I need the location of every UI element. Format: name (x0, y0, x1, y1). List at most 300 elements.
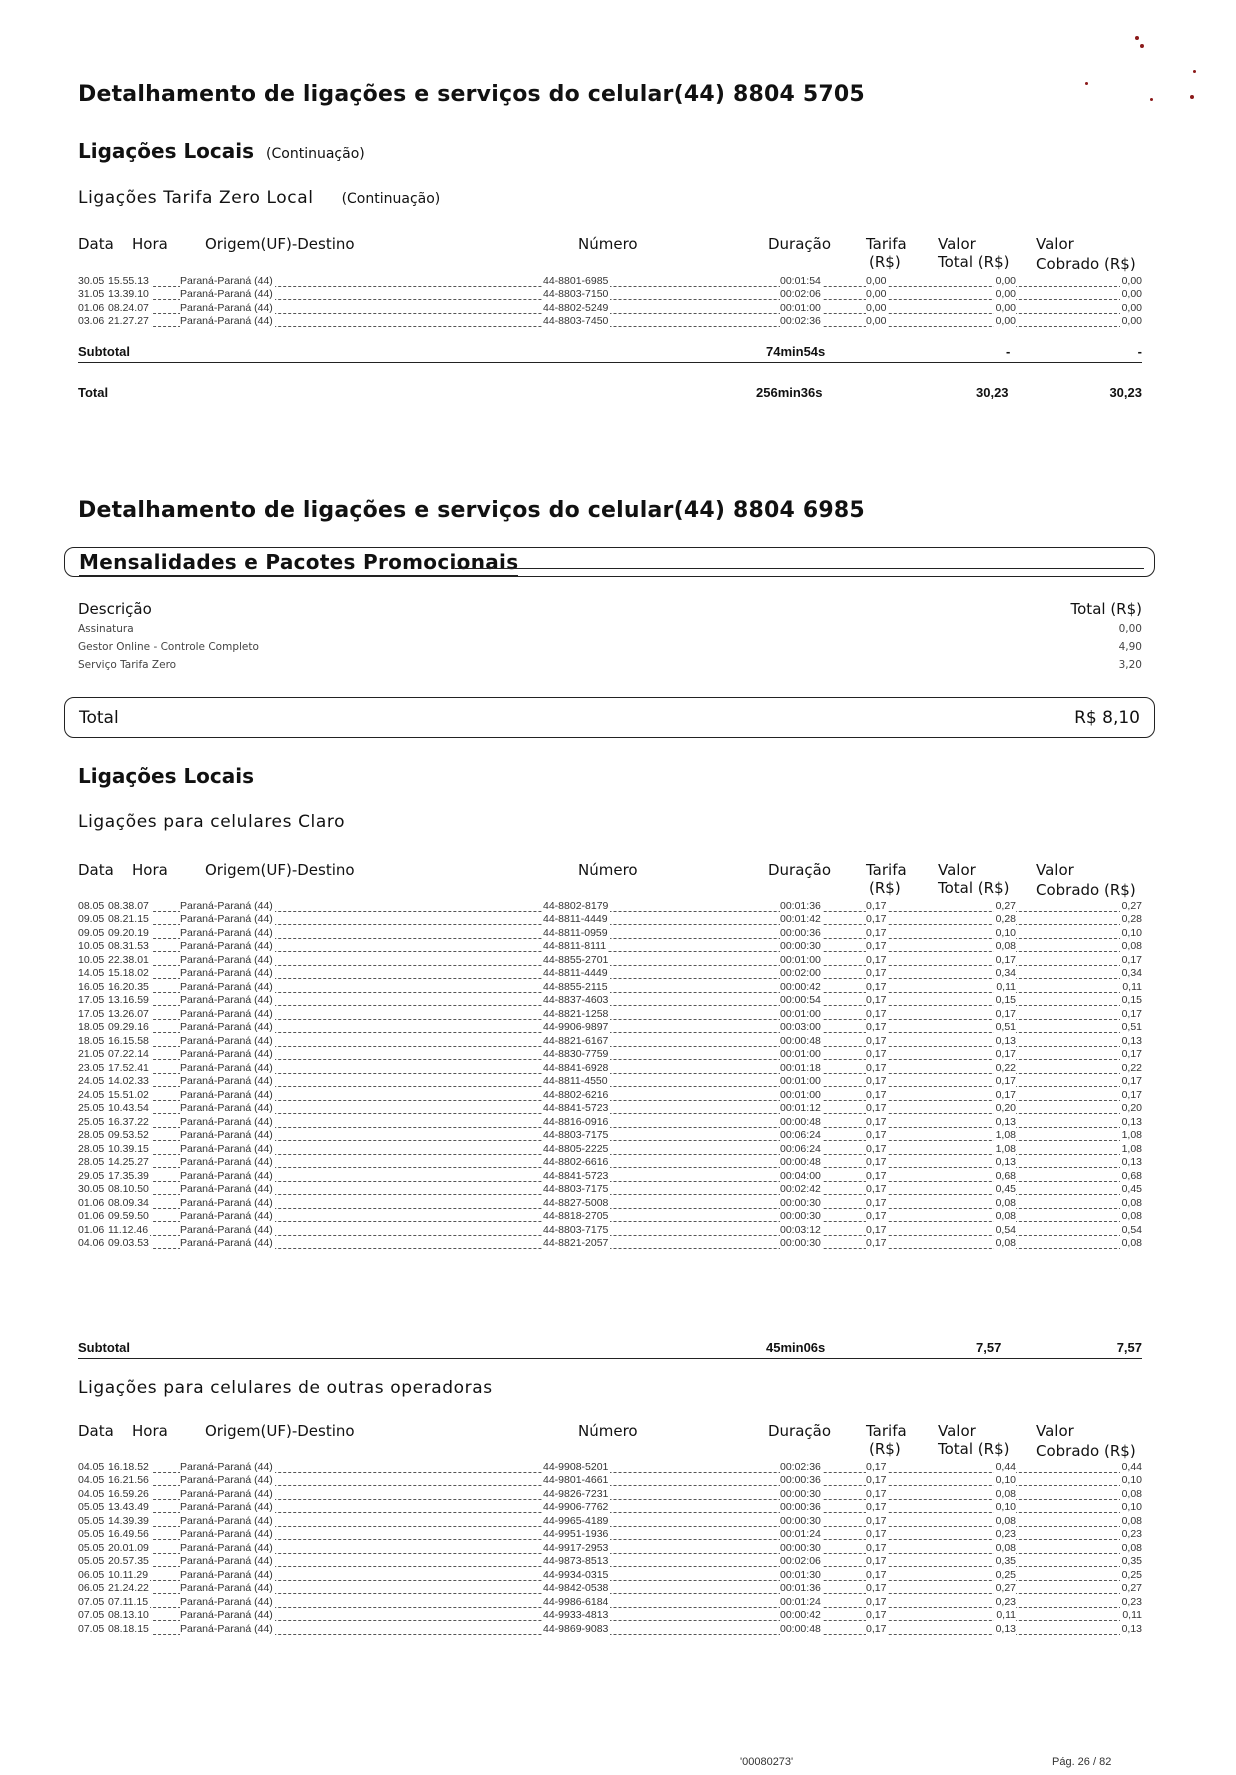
cell-route: Paraná-Paraná (44) (180, 1237, 273, 1249)
cell-number: 44-8802-6216 (543, 1088, 609, 1101)
cell-time: 14.39.39 (108, 1514, 149, 1527)
cell-time: 09.29.16 (108, 1021, 149, 1033)
cell-valor-cobrado: 0,11 (1122, 980, 1142, 993)
cell-tarifa: 0,17 (866, 1142, 887, 1155)
cell-number: 44-9934-0315 (543, 1568, 609, 1581)
cell-valor-total: 1,08 (995, 1142, 1016, 1155)
cell-valor-total: 0,23 (995, 1528, 1016, 1540)
table-row (78, 1182, 1142, 1196)
cell-route: Paraná-Paraná (44) (180, 1088, 273, 1101)
cell-duration: 00:00:42 (780, 1609, 821, 1621)
cell-date: 28.05 (78, 1156, 105, 1168)
cell-tarifa: 0,17 (866, 1595, 887, 1608)
column-header-origem: Origem(UF)-Destino (205, 235, 355, 253)
cell-valor-cobrado: 0,68 (1121, 1169, 1142, 1182)
cell-date: 28.05 (78, 1129, 105, 1141)
cell-number: 44-8816-0916 (543, 1115, 609, 1128)
column-header-origem: Origem(UF)-Destino (205, 861, 355, 879)
cell-date: 25.05 (78, 1102, 105, 1114)
table-row (78, 1047, 1142, 1061)
table-row (78, 993, 1142, 1007)
outras-title-text: Ligações para celulares de outras operadoras (78, 1378, 493, 1398)
cell-duration: 00:00:42 (780, 980, 821, 993)
column-header-numero: Número (578, 861, 638, 879)
subtotal-cobrado: 7,57 (1116, 1340, 1142, 1355)
cell-valor-cobrado: 0,13 (1121, 1156, 1142, 1168)
cell-route: Paraná-Paraná (44) (180, 1582, 273, 1594)
table-row (78, 287, 1142, 301)
cell-tarifa: 0,17 (866, 1210, 887, 1222)
cell-valor-cobrado: 0,17 (1121, 1075, 1142, 1087)
table-row (78, 1114, 1142, 1128)
table-row (78, 1020, 1142, 1034)
cell-date: 21.05 (78, 1048, 105, 1060)
cell-route: Paraná-Paraná (44) (180, 967, 273, 979)
cell-tarifa: 0,17 (866, 1088, 887, 1101)
cell-tarifa: 0,17 (866, 926, 887, 939)
cell-valor-total: 0,08 (995, 1514, 1016, 1527)
column-header-tarifa1: Tarifa (866, 235, 907, 253)
cell-number: 44-8841-6928 (543, 1061, 609, 1074)
cell-number: 44-8803-7150 (543, 288, 609, 300)
cell-number: 44-9906-9897 (543, 1021, 609, 1033)
cell-duration: 00:00:30 (780, 940, 821, 952)
total-header: Total (R$) (1070, 600, 1142, 618)
cell-time: 08.13.10 (108, 1609, 149, 1621)
cell-valor-cobrado: 0,17 (1121, 953, 1142, 966)
cell-valor-total: 0,17 (995, 1048, 1016, 1060)
cell-time: 10.11.29 (108, 1568, 149, 1581)
cell-tarifa: 0,17 (866, 1115, 887, 1128)
cell-route: Paraná-Paraná (44) (180, 1487, 273, 1500)
cell-date: 03.06 (78, 315, 105, 327)
table-row (78, 925, 1142, 939)
column-header-hora: Hora (132, 235, 168, 253)
cell-valor-cobrado: 0,15 (1121, 994, 1142, 1006)
cell-tarifa: 0,17 (866, 1582, 887, 1594)
cell-date: 10.05 (78, 953, 105, 966)
cell-tarifa: 0,17 (866, 1183, 887, 1195)
cell-number: 44-9908-5201 (543, 1460, 609, 1473)
cell-valor-cobrado: 0,25 (1121, 1568, 1142, 1581)
cell-number: 44-8821-6167 (543, 1034, 609, 1047)
cell-date: 05.05 (78, 1541, 105, 1554)
cell-route: Paraná-Paraná (44) (180, 953, 273, 966)
cell-time: 11.12.46 (108, 1223, 149, 1236)
cell-number: 44-9933-4813 (543, 1609, 609, 1621)
cell-duration: 00:00:30 (780, 1196, 821, 1209)
cell-duration: 00:01:00 (780, 1007, 821, 1020)
column-header-numero: Número (578, 235, 638, 253)
cell-duration: 00:02:36 (780, 1460, 821, 1473)
cell-valor-total: 0,08 (995, 1541, 1016, 1554)
section1-subtitle-note: (Continuação) (266, 146, 365, 162)
cell-number: 44-8827-5008 (543, 1196, 609, 1209)
cell-date: 07.05 (78, 1609, 105, 1621)
footer-page: Pág. 26 / 82 (1052, 1756, 1112, 1768)
column-header-vt2: Total (R$) (938, 253, 1010, 271)
cell-date: 08.05 (78, 899, 105, 912)
cell-tarifa: 0,17 (866, 1102, 887, 1114)
table-row (78, 939, 1142, 953)
cell-number: 44-8841-5723 (543, 1102, 609, 1114)
cell-time: 15.51.02 (108, 1088, 149, 1101)
table-row (78, 1513, 1142, 1527)
cell-duration: 00:02:42 (780, 1183, 821, 1195)
cell-route: Paraná-Paraná (44) (180, 1474, 273, 1486)
table-row (78, 1473, 1142, 1487)
cell-route: Paraná-Paraná (44) (180, 1034, 273, 1047)
cell-tarifa: 0,17 (866, 1474, 887, 1486)
table-row (78, 1621, 1142, 1635)
column-header-vt2: Total (R$) (938, 1440, 1010, 1458)
cell-time: 08.31.53 (108, 940, 149, 952)
cell-number: 44-8801-6985 (543, 274, 609, 287)
column-header-vt1: Valor (938, 861, 976, 879)
cell-date: 04.05 (78, 1487, 105, 1500)
cell-route: Paraná-Paraná (44) (180, 1555, 273, 1567)
cell-duration: 00:01:00 (780, 953, 821, 966)
cell-time: 13.16.59 (108, 994, 149, 1006)
cell-valor-total: 0,51 (995, 1021, 1016, 1033)
cell-number: 44-9986-6184 (543, 1595, 609, 1608)
cell-duration: 00:04:00 (780, 1169, 821, 1182)
cell-date: 16.05 (78, 980, 105, 993)
cell-route: Paraná-Paraná (44) (180, 1595, 273, 1608)
cell-route: Paraná-Paraná (44) (180, 288, 273, 300)
cell-time: 14.02.33 (108, 1075, 149, 1087)
cell-route: Paraná-Paraná (44) (180, 1183, 273, 1195)
cell-number: 44-8811-0959 (543, 926, 608, 939)
item-desc: Gestor Online - Controle Completo (78, 641, 259, 653)
cell-date: 30.05 (78, 274, 105, 287)
cell-route: Paraná-Paraná (44) (180, 1169, 273, 1182)
cell-valor-total: 0,00 (995, 301, 1016, 314)
cell-tarifa: 0,17 (866, 1237, 887, 1249)
cell-time: 21.27.27 (108, 315, 149, 327)
cell-date: 17.05 (78, 994, 105, 1006)
footer-code: '00080273' (740, 1756, 794, 1768)
cell-valor-cobrado: 0,08 (1121, 1210, 1142, 1222)
cell-time: 08.09.34 (108, 1196, 149, 1209)
cell-route: Paraná-Paraná (44) (180, 301, 273, 314)
cell-duration: 00:02:06 (780, 1555, 821, 1567)
cell-time: 10.43.54 (108, 1102, 149, 1114)
cell-valor-total: 0,13 (995, 1156, 1016, 1168)
cell-valor-total: 0,13 (995, 1622, 1016, 1635)
cell-date: 10.05 (78, 940, 105, 952)
cell-tarifa: 0,17 (866, 1156, 887, 1168)
cell-date: 25.05 (78, 1115, 105, 1128)
cell-tarifa: 0,17 (866, 1528, 887, 1540)
cell-valor-cobrado: 0,27 (1121, 899, 1142, 912)
section2-title: Detalhamento de ligações e serviços do celular(44) 8804 6985 (78, 498, 865, 523)
subtotal-total: 7,57 (976, 1340, 1002, 1355)
column-header-numero: Número (578, 1422, 638, 1440)
item-value: 4,90 (1118, 641, 1142, 653)
claro-subtotal-row (78, 1338, 1142, 1359)
cell-valor-total: 0,17 (995, 1075, 1016, 1087)
cell-tarifa: 0,00 (866, 315, 887, 327)
table-row (78, 300, 1142, 314)
cell-tarifa: 0,17 (866, 1460, 887, 1473)
cell-valor-cobrado: 0,17 (1121, 1088, 1142, 1101)
cell-time: 20.57.35 (108, 1555, 149, 1567)
cell-date: 06.05 (78, 1568, 105, 1581)
cell-valor-cobrado: 0,45 (1121, 1183, 1142, 1195)
locais-title-text: Ligações Locais (78, 764, 255, 788)
cell-tarifa: 0,17 (866, 1541, 887, 1554)
cell-date: 07.05 (78, 1595, 105, 1608)
column-header-tarifa2: (R$) (869, 879, 901, 897)
cell-duration: 00:00:54 (780, 994, 821, 1006)
cell-route: Paraná-Paraná (44) (180, 980, 273, 993)
cell-route: Paraná-Paraná (44) (180, 1048, 273, 1060)
cell-number: 44-8802-6616 (543, 1156, 609, 1168)
cell-time: 14.25.27 (108, 1156, 149, 1168)
cell-valor-cobrado: 0,44 (1121, 1460, 1142, 1473)
column-header-duracao: Duração (768, 1422, 832, 1440)
cell-number: 44-9951-1936 (543, 1528, 609, 1540)
cell-valor-cobrado: 0,11 (1122, 1609, 1142, 1621)
column-header-tarifa2: (R$) (869, 253, 901, 271)
cell-route: Paraná-Paraná (44) (180, 1460, 273, 1473)
cell-tarifa: 0,17 (866, 1622, 887, 1635)
cell-date: 30.05 (78, 1183, 105, 1195)
cell-number: 44-8841-5723 (543, 1169, 609, 1182)
cell-date: 24.05 (78, 1088, 105, 1101)
box-total-label: Total (79, 708, 119, 728)
cell-route: Paraná-Paraná (44) (180, 1568, 273, 1581)
cell-valor-cobrado: 0,23 (1121, 1595, 1142, 1608)
total-duration: 256min36s (756, 385, 823, 400)
cell-valor-cobrado: 0,10 (1121, 1501, 1142, 1513)
cell-date: 04.05 (78, 1474, 105, 1486)
section1-title: Detalhamento de ligações e serviços do celular(44) 8804 5705 (78, 82, 865, 107)
cell-route: Paraná-Paraná (44) (180, 1501, 273, 1513)
cell-tarifa: 0,00 (866, 288, 887, 300)
table-row (78, 1486, 1142, 1500)
cell-number: 44-8805-2225 (543, 1142, 609, 1155)
table-row (78, 1222, 1142, 1236)
cell-number: 44-8818-2705 (543, 1210, 609, 1222)
cell-date: 28.05 (78, 1142, 105, 1155)
cell-tarifa: 0,17 (866, 1223, 887, 1236)
cell-date: 05.05 (78, 1514, 105, 1527)
cell-duration: 00:06:24 (780, 1129, 821, 1141)
cell-route: Paraná-Paraná (44) (180, 1115, 273, 1128)
column-header-origem: Origem(UF)-Destino (205, 1422, 355, 1440)
claro-rows (78, 898, 1142, 1249)
cell-time: 15.55.13 (108, 274, 149, 287)
cell-number: 44-8811-4550 (543, 1075, 608, 1087)
cell-date: 23.05 (78, 1061, 105, 1074)
section1-subtitle (78, 139, 365, 163)
cell-number: 44-9869-9083 (543, 1622, 609, 1635)
cell-time: 08.24.07 (108, 301, 149, 314)
cell-valor-total: 0,45 (995, 1183, 1016, 1195)
cell-valor-total: 0,20 (995, 1102, 1016, 1114)
cell-route: Paraná-Paraná (44) (180, 940, 273, 952)
cell-valor-cobrado: 0,10 (1121, 1474, 1142, 1486)
cell-valor-cobrado: 0,17 (1121, 1048, 1142, 1060)
table-row (78, 966, 1142, 980)
cell-valor-total: 0,54 (995, 1223, 1016, 1236)
cell-tarifa: 0,17 (866, 899, 887, 912)
table-row (78, 1459, 1142, 1473)
cell-valor-cobrado: 0,35 (1121, 1555, 1142, 1567)
cell-number: 44-9826-7231 (543, 1487, 609, 1500)
table-row (78, 1060, 1142, 1074)
cell-duration: 00:00:48 (780, 1034, 821, 1047)
cell-date: 01.06 (78, 1223, 105, 1236)
cell-duration: 00:00:30 (780, 1487, 821, 1500)
cell-duration: 00:01:18 (780, 1061, 821, 1074)
cell-number: 44-8803-7450 (543, 315, 609, 327)
cell-duration: 00:03:12 (780, 1223, 821, 1236)
column-header-vt2: Total (R$) (938, 879, 1010, 897)
cell-number: 44-8803-7175 (543, 1223, 609, 1236)
cell-date: 04.06 (78, 1237, 105, 1249)
cell-route: Paraná-Paraná (44) (180, 1102, 273, 1114)
mensalidades-rule (455, 568, 1144, 569)
cell-valor-cobrado: 1,08 (1121, 1129, 1142, 1141)
cell-duration: 00:01:36 (780, 1582, 821, 1594)
cell-duration: 00:01:24 (780, 1528, 821, 1540)
cell-valor-cobrado: 0,00 (1121, 301, 1142, 314)
cell-valor-cobrado: 0,28 (1121, 913, 1142, 925)
cell-valor-cobrado: 0,10 (1121, 926, 1142, 939)
column-header-vt1: Valor (938, 235, 976, 253)
table-row (78, 898, 1142, 912)
cell-time: 20.01.09 (108, 1541, 149, 1554)
table-row (78, 1195, 1142, 1209)
table-row (78, 1155, 1142, 1169)
cell-valor-total: 0,27 (995, 899, 1016, 912)
cell-tarifa: 0,17 (866, 1501, 887, 1513)
cell-route: Paraná-Paraná (44) (180, 1075, 273, 1087)
cell-route: Paraná-Paraná (44) (180, 1223, 273, 1236)
column-header-data: Data (78, 1422, 114, 1440)
cell-duration: 00:06:24 (780, 1142, 821, 1155)
cell-duration: 00:00:48 (780, 1622, 821, 1635)
cell-route: Paraná-Paraná (44) (180, 1609, 273, 1621)
cell-duration: 00:01:00 (780, 1048, 821, 1060)
cell-tarifa: 0,17 (866, 1514, 887, 1527)
cell-date: 07.05 (78, 1622, 105, 1635)
section1-rows (78, 273, 1142, 327)
section1-subtotal-row (78, 342, 1142, 363)
cell-valor-total: 0,44 (995, 1460, 1016, 1473)
subtotal-label: Subtotal (78, 1340, 130, 1355)
cell-number: 44-9842-0538 (543, 1582, 609, 1594)
cell-number: 44-9906-7762 (543, 1501, 609, 1513)
outras-title (78, 1378, 493, 1398)
cell-valor-cobrado: 0,08 (1121, 1541, 1142, 1554)
cell-date: 01.06 (78, 301, 105, 314)
cell-time: 16.20.35 (108, 980, 149, 993)
cell-date: 14.05 (78, 967, 105, 979)
cell-tarifa: 0,17 (866, 1487, 887, 1500)
cell-tarifa: 0,17 (866, 1196, 887, 1209)
cell-route: Paraná-Paraná (44) (180, 994, 273, 1006)
cell-valor-total: 0,13 (995, 1115, 1016, 1128)
cell-number: 44-8821-1258 (543, 1007, 609, 1020)
cell-valor-total: 0,17 (995, 1007, 1016, 1020)
cell-route: Paraná-Paraná (44) (180, 1196, 273, 1209)
cell-duration: 00:00:30 (780, 1210, 821, 1222)
claro-title (78, 812, 345, 832)
cell-tarifa: 0,17 (866, 1021, 887, 1033)
cell-number: 44-8802-8179 (543, 899, 609, 912)
cell-date: 09.05 (78, 926, 105, 939)
cell-valor-total: 0,23 (995, 1595, 1016, 1608)
cell-time: 13.26.07 (108, 1007, 149, 1020)
total-total: 30,23 (976, 385, 1009, 400)
cell-valor-total: 0,10 (995, 1501, 1016, 1513)
cell-duration: 00:03:00 (780, 1021, 821, 1033)
cell-time: 13.43.49 (108, 1501, 149, 1513)
column-header-vc1: Valor (1036, 861, 1074, 879)
cell-time: 08.10.50 (108, 1183, 149, 1195)
cell-number: 44-8855-2115 (543, 980, 608, 993)
cell-tarifa: 0,00 (866, 301, 887, 314)
cell-duration: 00:01:00 (780, 1088, 821, 1101)
cell-duration: 00:00:30 (780, 1237, 821, 1249)
subtotal-total: - (1006, 344, 1011, 359)
total-cobrado: 30,23 (1109, 385, 1142, 400)
locais-title (78, 764, 254, 788)
cell-route: Paraná-Paraná (44) (180, 926, 273, 939)
table-row (78, 952, 1142, 966)
subtotal-duration: 45min06s (766, 1340, 826, 1355)
cell-number: 44-9917-2953 (543, 1541, 609, 1554)
cell-route: Paraná-Paraná (44) (180, 1129, 273, 1141)
cell-valor-total: 0,15 (995, 994, 1016, 1006)
cell-number: 44-8811-8111 (543, 940, 607, 952)
cell-duration: 00:00:36 (780, 926, 821, 939)
subtotal-cobrado: - (1137, 344, 1142, 359)
mensalidades-box-header (64, 547, 1155, 577)
column-header-tarifa1: Tarifa (866, 861, 907, 879)
cell-valor-total: 0,17 (995, 953, 1016, 966)
cell-duration: 00:00:30 (780, 1541, 821, 1554)
table-row (78, 1006, 1142, 1020)
cell-route: Paraná-Paraná (44) (180, 1156, 273, 1168)
cell-time: 10.39.15 (108, 1142, 149, 1155)
table-row (78, 1128, 1142, 1142)
cell-number: 44-8803-7175 (543, 1129, 609, 1141)
cell-valor-total: 1,08 (995, 1129, 1016, 1141)
cell-route: Paraná-Paraná (44) (180, 913, 273, 925)
cell-tarifa: 0,17 (866, 967, 887, 979)
cell-time: 16.21.56 (108, 1474, 149, 1486)
cell-duration: 00:01:12 (780, 1102, 821, 1114)
cell-tarifa: 0,17 (866, 913, 887, 925)
cell-valor-total: 0,08 (995, 1487, 1016, 1500)
table-row (78, 979, 1142, 993)
column-header-hora: Hora (132, 861, 168, 879)
desc-header: Descrição (78, 600, 152, 618)
cell-date: 05.05 (78, 1528, 105, 1540)
cell-tarifa: 0,00 (866, 274, 887, 287)
column-header-vc2: Cobrado (R$) (1036, 255, 1136, 273)
mensalidades-total-box (64, 697, 1155, 738)
cell-valor-cobrado: 0,08 (1121, 1487, 1142, 1500)
cell-duration: 00:01:24 (780, 1595, 821, 1608)
column-header-duracao: Duração (768, 861, 832, 879)
cell-valor-total: 0,25 (995, 1568, 1016, 1581)
